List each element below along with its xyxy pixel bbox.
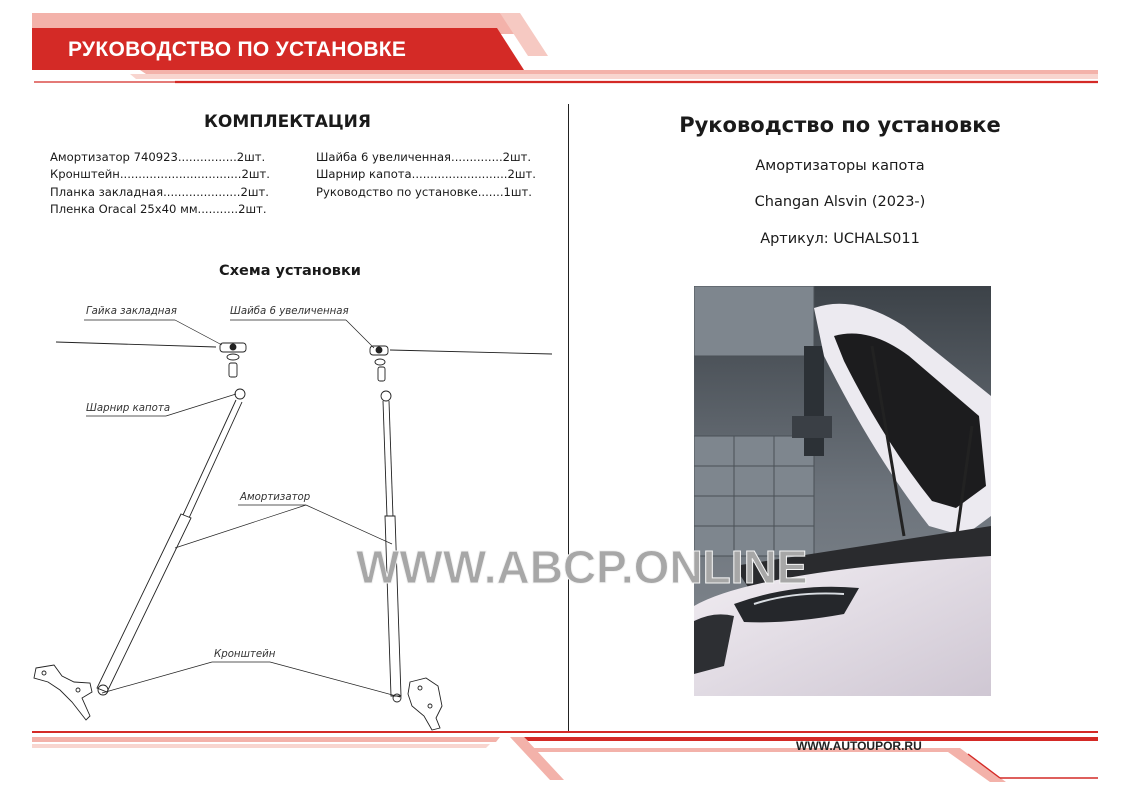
- car-photo: [694, 286, 991, 696]
- guide-article: Артикул: UCHALS011: [760, 231, 920, 247]
- kit-item: Планка закладная.....................2шт.: [50, 184, 269, 199]
- callout-strut: Амортизатор: [240, 492, 311, 503]
- scheme-drawing: [0, 290, 568, 740]
- watermark: WWW.ABCP.ONLINE: [356, 541, 808, 593]
- scheme-title: Схема установки: [219, 263, 361, 279]
- kit-item: Кронштейн.................................2шт.: [50, 167, 270, 182]
- kit-item: Шайба 6 увеличенная..............2шт.: [316, 150, 532, 164]
- callout-hinge: Шарнир капота: [86, 403, 171, 414]
- callout-nut: Гайка закладная: [86, 306, 177, 317]
- kit-list-right: [316, 149, 536, 201]
- car-photo-illustration: [694, 286, 991, 696]
- kit-item: Шарнир капота..........................2шт.: [316, 167, 536, 182]
- installation-scheme: [0, 290, 568, 740]
- header-banner: [0, 0, 1130, 100]
- kit-item: Амортизатор 740923................2шт.: [50, 150, 266, 164]
- callout-bracket: Кронштейн: [214, 649, 276, 660]
- kit-item: Руководство по установке.......1шт.: [316, 184, 532, 199]
- footer-url: WWW.AUTOUPOR.RU: [796, 739, 922, 753]
- kit-list-left: [50, 149, 270, 219]
- kit-title: КОМПЛЕКТАЦИЯ: [204, 112, 371, 132]
- kit-item: Пленка Oracal 25х40 мм...........2шт.: [50, 202, 267, 217]
- callout-washer: Шайба 6 увеличенная: [230, 306, 349, 317]
- header-title: РУКОВОДСТВО ПО УСТАНОВКЕ: [68, 38, 407, 61]
- column-divider: [568, 104, 569, 732]
- guide-subtitle: Амортизаторы капота: [755, 158, 925, 174]
- guide-title: Руководство по установке: [679, 113, 1001, 137]
- guide-car-model: Changan Alsvin (2023-): [754, 194, 926, 210]
- footer-banner: [0, 730, 1130, 800]
- footer-graphic: [0, 730, 1130, 800]
